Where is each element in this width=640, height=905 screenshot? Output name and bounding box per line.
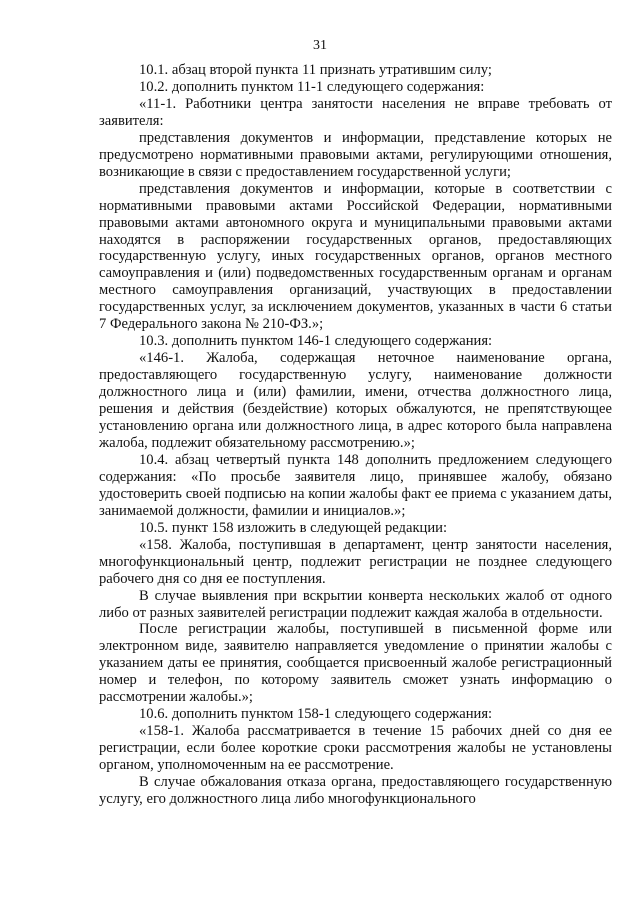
paragraph-11-1-intro: «11-1. Работники центра занятости населения не вправе требовать от заявителя: xyxy=(99,95,612,129)
paragraph-146-1: «146-1. Жалоба, содержащая неточное наименование органа, предоставляющего государственную услугу, наименование должности должностного лица и (или) фамилии, имени, отчества должностного лица, решения и действия (бездействие) которых обжалуются, не препятствующее установлению органа или должностного лица, в адрес которого была направлена жалоба, подлежит обязательному рассмотрению.»; xyxy=(99,350,612,451)
paragraph-10-4: 10.4. абзац четвертый пункта 148 дополнить предложением следующего содержания: «По просьбе заявителя лицо, принявшее жалобу, обязано удостоверить своей подписью на копии жалобы факт ее приема с указанием даты, занимаемой должности, фамилии и инициалов.»; xyxy=(99,451,612,519)
paragraph-10-1: 10.1. абзац второй пункта 11 признать утратившим силу; xyxy=(139,62,492,78)
paragraph-10-2: 10.2. дополнить пунктом 11-1 следующего содержания: xyxy=(139,78,485,95)
document-body xyxy=(99,62,612,808)
paragraph-10-3: 10.3. дополнить пунктом 146-1 следующего содержания: xyxy=(139,333,493,350)
paragraph-158-1-appeal: В случае обжалования отказа органа, предоставляющего государственную услугу, его должностного лица либо многофункционального xyxy=(99,774,612,807)
paragraph-11-1-item-1: представления документов и информации, представление которых не предусмотрено нормативными правовыми актами, регулирующими отношения, возникающие в связи с предоставлением государственной услуги; xyxy=(99,129,612,180)
paragraph-158: «158. Жалоба, поступившая в департамент, центр занятости населения, многофункциональный центр, подлежит регистрации не позднее следующего рабочего дня со дня ее поступления. xyxy=(99,536,612,587)
page-number: 31 xyxy=(313,38,327,53)
paragraph-10-5: 10.5. пункт 158 изложить в следующей редакции: xyxy=(139,519,448,536)
paragraph-10-6: 10.6. дополнить пунктом 158-1 следующего содержания: xyxy=(139,706,493,723)
paragraph-158-1: «158-1. Жалоба рассматривается в течение 15 рабочих дней со дня ее регистрации, если более короткие сроки рассмотрения жалобы не установлены органом, уполномоченным на ее рассмотрение. xyxy=(99,723,612,774)
paragraph-11-1-item-2: представления документов и информации, которые в соответствии с нормативными правовыми актами Российской Федерации, нормативными правовыми актами автономного округа и муниципальными правовыми актами находятся в распоряжении государственных органов, предоставляющих государственную услугу, иных государственных органов, органов местного самоуправления и (или) подведомственных государственным органам и органам местного самоуправления организаций, участвующих в предоставлении государственных услуг, за исключением документов, указанных в части 6 статьи 7 Федерального закона № 210-ФЗ.»; xyxy=(99,180,612,333)
paragraph-158-notification: После регистрации жалобы, поступившей в письменной форме или электронном виде, заявителю направляется уведомление о принятии жалобы с указанием даты ее принятия, сообщается присвоенный жалобе регистрационный номер и телефон, по которому заявитель сможет узнать информацию о рассмотрении жалобы.»; xyxy=(99,621,612,706)
paragraph-158-envelope: В случае выявления при вскрытии конверта нескольких жалоб от одного либо от разных заявителей регистрации подлежит каждая жалоба в отдельности. xyxy=(99,587,612,621)
